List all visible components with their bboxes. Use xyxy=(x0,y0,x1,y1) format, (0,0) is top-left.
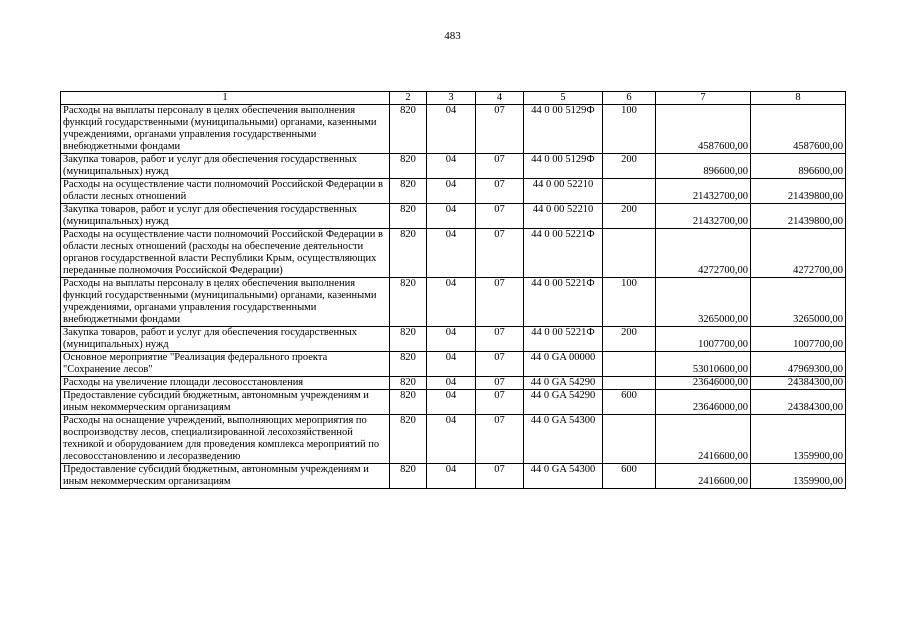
row-description: Предоставление субсидий бюджетным, автономным учреждениям и иным некоммерческим организациям xyxy=(61,464,390,489)
ministry-code: 820 xyxy=(390,229,427,278)
subsection-code: 07 xyxy=(476,204,524,229)
expense-type-code xyxy=(603,415,656,464)
table-row xyxy=(61,278,846,327)
target-article-code: 44 0 GA 00000 xyxy=(524,352,603,377)
amount-year-1: 3265000,00 xyxy=(656,278,751,327)
ministry-code: 820 xyxy=(390,204,427,229)
row-description: Закупка товаров, работ и услуг для обеспечения государственных (муниципальных) нужд xyxy=(61,154,390,179)
section-code: 04 xyxy=(427,154,476,179)
amount-year-2: 47969300,00 xyxy=(751,352,846,377)
column-header: 5 xyxy=(524,92,603,105)
amount-year-2: 24384300,00 xyxy=(751,390,846,415)
target-article-code: 44 0 00 5129Ф xyxy=(524,154,603,179)
ministry-code: 820 xyxy=(390,464,427,489)
amount-year-2: 1359900,00 xyxy=(751,464,846,489)
row-description: Расходы на оснащение учреждений, выполняющих мероприятия по воспроизводству лесов, специализированной лесохозяйственной техникой и оборудованием для проведения комплекса мероприятий по лесовосстановлению и лесоразведению xyxy=(61,415,390,464)
budget-table xyxy=(60,91,846,489)
section-code: 04 xyxy=(427,327,476,352)
page-number: 483 xyxy=(444,30,461,42)
section-code: 04 xyxy=(427,105,476,154)
subsection-code: 07 xyxy=(476,390,524,415)
column-header: 2 xyxy=(390,92,427,105)
table-row xyxy=(61,105,846,154)
row-description: Закупка товаров, работ и услуг для обеспечения государственных (муниципальных) нужд xyxy=(61,327,390,352)
target-article-code: 44 0 GA 54300 xyxy=(524,464,603,489)
expense-type-code xyxy=(603,352,656,377)
table-row xyxy=(61,390,846,415)
table-row xyxy=(61,327,846,352)
subsection-code: 07 xyxy=(476,105,524,154)
expense-type-code xyxy=(603,377,656,390)
target-article-code: 44 0 00 5221Ф xyxy=(524,278,603,327)
column-header: 1 xyxy=(61,92,390,105)
expense-type-code: 200 xyxy=(603,327,656,352)
amount-year-1: 1007700,00 xyxy=(656,327,751,352)
table-row xyxy=(61,377,846,390)
row-description: Закупка товаров, работ и услуг для обеспечения государственных (муниципальных) нужд xyxy=(61,204,390,229)
ministry-code: 820 xyxy=(390,352,427,377)
target-article-code: 44 0 GA 54300 xyxy=(524,415,603,464)
table-row xyxy=(61,415,846,464)
amount-year-2: 4587600,00 xyxy=(751,105,846,154)
subsection-code: 07 xyxy=(476,179,524,204)
target-article-code: 44 0 GA 54290 xyxy=(524,377,603,390)
row-description: Основное мероприятие "Реализация федерального проекта "Сохранение лесов" xyxy=(61,352,390,377)
amount-year-1: 896600,00 xyxy=(656,154,751,179)
amount-year-1: 4272700,00 xyxy=(656,229,751,278)
column-header: 4 xyxy=(476,92,524,105)
ministry-code: 820 xyxy=(390,327,427,352)
ministry-code: 820 xyxy=(390,415,427,464)
row-description: Расходы на осуществление части полномочий Российской Федерации в области лесных отношений xyxy=(61,179,390,204)
row-description: Расходы на выплаты персоналу в целях обеспечения выполнения функций государственными (муниципальными) органами, казенными учреждениями, органами управления государственными внебюджетными фондами xyxy=(61,105,390,154)
amount-year-1: 21432700,00 xyxy=(656,179,751,204)
ministry-code: 820 xyxy=(390,105,427,154)
table-row xyxy=(61,179,846,204)
section-code: 04 xyxy=(427,415,476,464)
amount-year-2: 4272700,00 xyxy=(751,229,846,278)
expense-type-code: 200 xyxy=(603,204,656,229)
target-article-code: 44 0 GA 54290 xyxy=(524,390,603,415)
section-code: 04 xyxy=(427,390,476,415)
section-code: 04 xyxy=(427,377,476,390)
amount-year-1: 23646000,00 xyxy=(656,390,751,415)
subsection-code: 07 xyxy=(476,464,524,489)
expense-type-code: 100 xyxy=(603,105,656,154)
row-description: Расходы на осуществление части полномочий Российской Федерации в области лесных отношений (расходы на обеспечение деятельности органов государственной власти Республики Крым, осуществляющих переданные полномочия Российской Федерации) xyxy=(61,229,390,278)
amount-year-1: 53010600,00 xyxy=(656,352,751,377)
subsection-code: 07 xyxy=(476,377,524,390)
amount-year-2: 21439800,00 xyxy=(751,204,846,229)
amount-year-2: 3265000,00 xyxy=(751,278,846,327)
expense-type-code xyxy=(603,229,656,278)
ministry-code: 820 xyxy=(390,390,427,415)
section-code: 04 xyxy=(427,204,476,229)
column-header: 8 xyxy=(751,92,846,105)
amount-year-1: 23646000,00 xyxy=(656,377,751,390)
expense-type-code: 600 xyxy=(603,464,656,489)
subsection-code: 07 xyxy=(476,154,524,179)
amount-year-2: 1007700,00 xyxy=(751,327,846,352)
subsection-code: 07 xyxy=(476,327,524,352)
ministry-code: 820 xyxy=(390,278,427,327)
table-row xyxy=(61,154,846,179)
row-description: Предоставление субсидий бюджетным, автономным учреждениям и иным некоммерческим организациям xyxy=(61,390,390,415)
ministry-code: 820 xyxy=(390,179,427,204)
amount-year-2: 21439800,00 xyxy=(751,179,846,204)
header-row xyxy=(61,92,846,105)
amount-year-2: 896600,00 xyxy=(751,154,846,179)
table-row xyxy=(61,352,846,377)
column-header: 7 xyxy=(656,92,751,105)
target-article-code: 44 0 00 5221Ф xyxy=(524,229,603,278)
target-article-code: 44 0 00 5221Ф xyxy=(524,327,603,352)
amount-year-1: 21432700,00 xyxy=(656,204,751,229)
table-row xyxy=(61,204,846,229)
table-row xyxy=(61,464,846,489)
expense-type-code xyxy=(603,179,656,204)
column-header: 3 xyxy=(427,92,476,105)
subsection-code: 07 xyxy=(476,278,524,327)
amount-year-1: 4587600,00 xyxy=(656,105,751,154)
section-code: 04 xyxy=(427,464,476,489)
subsection-code: 07 xyxy=(476,229,524,278)
target-article-code: 44 0 00 52210 xyxy=(524,179,603,204)
target-article-code: 44 0 00 52210 xyxy=(524,204,603,229)
amount-year-2: 1359900,00 xyxy=(751,415,846,464)
row-description: Расходы на выплаты персоналу в целях обеспечения выполнения функций государственными (муниципальными) органами, казенными учреждениями, органами управления государственными внебюджетными фондами xyxy=(61,278,390,327)
amount-year-1: 2416600,00 xyxy=(656,415,751,464)
subsection-code: 07 xyxy=(476,415,524,464)
section-code: 04 xyxy=(427,229,476,278)
amount-year-2: 24384300,00 xyxy=(751,377,846,390)
target-article-code: 44 0 00 5129Ф xyxy=(524,105,603,154)
expense-type-code: 600 xyxy=(603,390,656,415)
section-code: 04 xyxy=(427,352,476,377)
expense-type-code: 200 xyxy=(603,154,656,179)
row-description: Расходы на увеличение площади лесовосстановления xyxy=(61,377,390,390)
section-code: 04 xyxy=(427,278,476,327)
column-header: 6 xyxy=(603,92,656,105)
amount-year-1: 2416600,00 xyxy=(656,464,751,489)
ministry-code: 820 xyxy=(390,377,427,390)
table-row xyxy=(61,229,846,278)
subsection-code: 07 xyxy=(476,352,524,377)
ministry-code: 820 xyxy=(390,154,427,179)
section-code: 04 xyxy=(427,179,476,204)
expense-type-code: 100 xyxy=(603,278,656,327)
